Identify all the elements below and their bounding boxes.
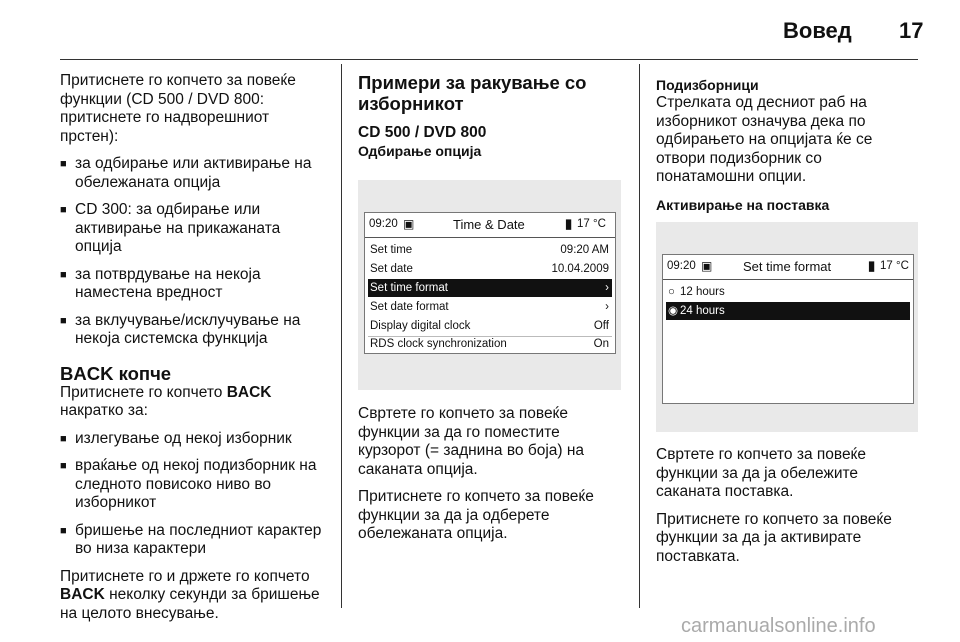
intro-paragraph: Притиснете го копчето за повеќе функции (CD 500 / DVD 800: притиснете го надворешниот прстен): xyxy=(60,72,296,145)
screenshot-time-format xyxy=(656,222,918,432)
settings-icon: ▣ xyxy=(701,259,713,273)
hold-text-post: неколку секунди за бришење на целото внесување. xyxy=(60,586,320,622)
list-item: ■ враќање од некој подизборник на следното повисоко ниво во изборникот xyxy=(60,457,328,513)
body-paragraph: Свртете го копчето за повеќе функции за да ја обележите саканата поставка. xyxy=(656,446,866,500)
column-3 xyxy=(656,76,918,214)
temperature-readout: 17 °C xyxy=(577,218,606,230)
list-item: ■ за потврдување на некоја наместена вредност xyxy=(60,266,328,303)
radio-option-label: 24 hours xyxy=(680,305,725,317)
list-item: ■ бришење на последниот карактер во низа карактери xyxy=(60,522,328,559)
menu-row[interactable] xyxy=(368,298,612,316)
column-2 xyxy=(358,72,626,160)
menu-row[interactable] xyxy=(368,335,612,353)
radio-option[interactable] xyxy=(666,283,910,301)
column-divider-2 xyxy=(639,64,640,608)
menu-row-value: On xyxy=(593,338,609,350)
menu-row[interactable] xyxy=(368,260,612,278)
page-number: 17 xyxy=(899,18,924,43)
list-item: ■ за вклучување/исклучување на некоја системска функција xyxy=(60,312,328,349)
menu-row-label: Set time xyxy=(370,244,413,256)
screen-title: Set time format xyxy=(743,259,832,274)
thermometer-icon: ▮ xyxy=(565,216,573,231)
screenshot-time-date xyxy=(358,180,621,390)
column-divider-1 xyxy=(341,64,342,608)
radio-unchecked-icon: ○ xyxy=(668,286,675,298)
thermometer-icon: ▮ xyxy=(868,258,876,273)
model-subheading: CD 500 / DVD 800 xyxy=(358,124,487,141)
display-screen xyxy=(662,254,914,404)
hold-button-name: BACK xyxy=(60,586,105,603)
section-heading: Примери за ракување со изборникот xyxy=(358,72,587,114)
back-text-post: накратко за: xyxy=(60,402,148,419)
temperature-readout: 17 °C xyxy=(880,260,909,272)
body-paragraph: Притиснете го копчето за повеќе функции за да ја одберете обележаната опција. xyxy=(358,488,594,542)
back-paragraph xyxy=(60,384,328,421)
settings-icon: ▣ xyxy=(403,217,415,231)
hold-paragraph xyxy=(60,568,328,624)
menu-row[interactable] xyxy=(368,317,612,335)
status-bar xyxy=(365,213,615,238)
menu-row-selected[interactable] xyxy=(368,279,612,297)
column-1 xyxy=(60,72,328,632)
column-2-body xyxy=(358,405,626,553)
status-bar xyxy=(663,255,913,280)
option-subheading: Одбирање опција xyxy=(358,143,482,159)
menu-row-label: Set date xyxy=(370,263,413,275)
list-item: ■ за одбирање или активирање на обележаната опција xyxy=(60,155,328,192)
watermark: carmanualsonline.info xyxy=(681,615,876,637)
screen-title: Time & Date xyxy=(453,217,525,232)
hold-text-pre: Притиснете го и држете го копчето xyxy=(60,567,310,585)
body-paragraph: Притиснете го копчето за повеќе функции за да ја активирате поставката. xyxy=(656,510,892,565)
clock-readout: 09:20 xyxy=(667,260,696,272)
radio-option-selected[interactable] xyxy=(666,302,910,320)
submenu-arrow-icon: › xyxy=(605,301,609,313)
display-screen xyxy=(364,212,616,354)
chapter-title: Вовед xyxy=(783,18,852,43)
column-3-body xyxy=(656,446,918,575)
menu-row-value: 10.04.2009 xyxy=(551,263,609,275)
menu-row[interactable] xyxy=(368,241,612,259)
menu-row-label: Set time format xyxy=(370,282,448,294)
menu-row-value: Off xyxy=(593,320,609,332)
menu-row-label: Display digital clock xyxy=(370,320,471,332)
list-item: ■ излегување од некој изборник xyxy=(60,430,328,449)
list-item: ■ CD 300: за одбирање или активирање на прикажаната опција xyxy=(60,201,328,257)
clock-readout: 09:20 xyxy=(369,218,398,230)
radio-checked-icon: ◉ xyxy=(668,305,679,317)
header-rule xyxy=(60,59,918,60)
menu-row-label: RDS clock synchronization xyxy=(370,338,507,350)
back-button-name: BACK xyxy=(226,383,272,401)
body-paragraph: Стрелката од десниот раб на изборникот означува дека по одбирањето на опцијата ќе се отвори подизборник со понатамошни опции. xyxy=(656,94,873,185)
activate-subheading: Активирање на поставка xyxy=(656,196,830,213)
back-heading: BACK копче xyxy=(60,362,172,384)
back-text-pre: Притиснете го копчето xyxy=(60,383,227,401)
menu-row-label: Set date format xyxy=(370,301,449,313)
submenu-subheading: Подизборници xyxy=(656,77,759,93)
submenu-arrow-icon: › xyxy=(605,282,609,294)
menu-row-value: 09:20 AM xyxy=(560,244,609,256)
body-paragraph: Свртете го копчето за повеќе функции за да го поместите курзорот (= заднина во боја) на саканата опција. xyxy=(358,405,585,478)
radio-option-label: 12 hours xyxy=(680,286,725,298)
